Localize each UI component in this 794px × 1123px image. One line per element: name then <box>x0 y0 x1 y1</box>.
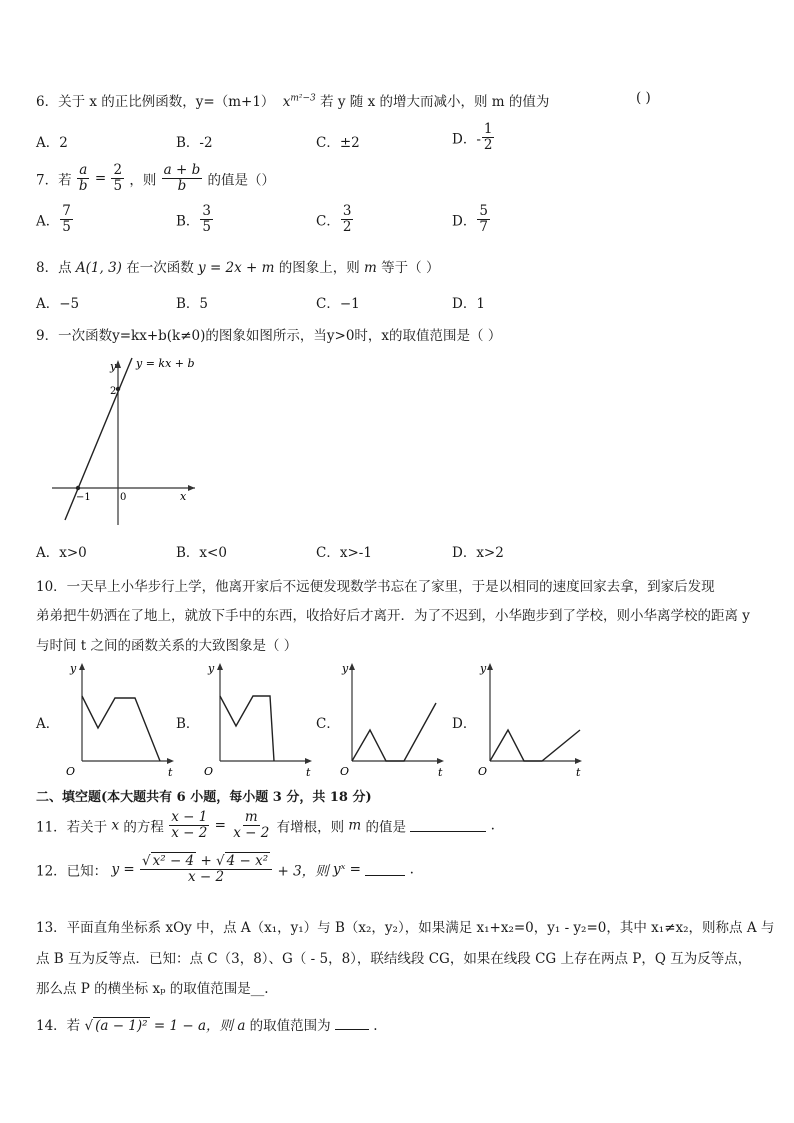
q10-option-b-label: B． <box>176 716 200 732</box>
q10-option-a-label: A． <box>36 716 60 732</box>
q7-option-c: C． $\frac{3}{2}$ <box>316 203 352 235</box>
q10-graph-c <box>336 658 456 778</box>
q10-graph-a <box>60 658 180 778</box>
q13-line2: 点 B 互为反等点．已知：点 C（3，8）、G（ - 5，8），联结线段 CG，如果在线段 CG 上存在两点 P，Q 互为反等点， <box>36 951 752 967</box>
q6-option-a: A．2 <box>36 135 68 151</box>
q10-graph-d-curve <box>490 730 580 761</box>
q10-line3: 与时间 t 之间的函数关系的大致图象是（ ） <box>36 638 298 654</box>
q6-answer-paren: ( ) <box>636 90 651 106</box>
section-heading: 二、填空题(本大题共有 6 小题，每小题 3 分，共 18 分) <box>36 790 372 805</box>
svg-text:t: t <box>168 766 173 778</box>
q10-graph-a-curve <box>82 696 160 761</box>
q9-label-x: x <box>180 490 187 503</box>
svg-text:O: O <box>340 765 350 778</box>
q6-stem: 6．关于 x 的正比例函数，y=（m+1） $x^{m^2-3}$ 若 y 随 x 的增大而减小，则 m 的值为 <box>36 93 550 110</box>
q7-option-b: B． $\frac{3}{5}$ <box>176 203 212 235</box>
q10-graph-b-curve <box>220 696 274 761</box>
q10-line2: 弟弟把牛奶洒在了地上，就放下手中的东西，收拾好后才离开．为了不迟到，小华跑步到了学校，则小华离学校的距离 y <box>36 608 750 624</box>
q12-answer-blank <box>365 863 405 876</box>
q11-stem: 11．若关于 x 的方程 $\frac{x - 1}{x - 2}$ = $\frac{m}{x - 2}$ 有增根，则 m 的值是 . <box>36 809 495 841</box>
q6-power: $x^{m^2-3}$ <box>282 93 316 110</box>
q9-tick-y: 2 <box>110 386 117 397</box>
q8-option-b: B．5 <box>176 296 209 312</box>
q8-stem: 8．点 A(1, 3) 在一次函数 y = 2x + m 的图象上，则 m 等于（ ） <box>36 260 440 276</box>
q14-stem: 14．若 √ (a − 1)² = 1 − a，则 a 的取值范围为 . <box>36 1018 378 1034</box>
q9-y-intercept-dot <box>116 387 120 391</box>
q6-option-b: B．-2 <box>176 135 213 151</box>
q12-stem: 12．已知： y = $\frac{\text{√ x² − 4 + √ 4 − x²}}{x - 2}$ + 3，则 yˣ = . <box>36 853 414 885</box>
q10-graph-b <box>198 658 318 778</box>
q9-stem: 9．一次函数y=kx+b(k≠0)的图象如图所示，当y>0时，x的取值范围是（ ） <box>36 328 502 344</box>
svg-text:O: O <box>478 765 488 778</box>
q9-option-b: B．x<0 <box>176 545 227 561</box>
q8-option-a: A．−5 <box>36 296 80 312</box>
svg-text:O: O <box>204 765 214 778</box>
svg-text:O: O <box>66 765 76 778</box>
q9-label-y: y <box>110 360 117 373</box>
q10-option-d-label: D． <box>452 716 477 732</box>
q14-answer-blank <box>335 1017 369 1030</box>
q6-option-d: D．- $\frac{1}{2}$ <box>452 121 493 153</box>
q10-graph-c-curve <box>352 703 436 761</box>
svg-text:t: t <box>306 766 311 778</box>
q11-answer-blank <box>410 819 486 832</box>
q7-option-a: A． $\frac{7}{5}$ <box>36 203 71 235</box>
q9-x-arrow <box>188 485 195 491</box>
q9-tick-x: −1 <box>76 492 91 503</box>
svg-text:y: y <box>342 662 349 675</box>
q9-x-intercept-dot <box>76 486 80 490</box>
q13-line3: 那么点 P 的横坐标 xₚ 的取值范围是__. <box>36 981 269 997</box>
q10-graph-d <box>474 658 594 778</box>
q8-option-c: C．−1 <box>316 296 360 312</box>
q7-stem: 7．若 $\frac{a}{b}$ = $\frac{2}{5}$ ，则 $\frac{a + b}{b}$ 的值是（） <box>36 162 276 194</box>
svg-text:y: y <box>480 662 487 675</box>
q9-graph <box>40 350 210 530</box>
svg-text:y: y <box>208 662 215 675</box>
svg-text:y: y <box>70 662 77 675</box>
q9-option-a: A．x>0 <box>36 545 87 561</box>
q9-option-c: C．x>-1 <box>316 545 372 561</box>
q8-option-d: D．1 <box>452 296 485 312</box>
q10-option-c-label: C． <box>316 716 340 732</box>
q13-line1: 13．平面直角坐标系 xOy 中，点 A（x₁，y₁）与 B（x₂，y₂），如果满足 x₁+x₂=0，y₁ - y₂=0，其中 x₁≠x₂，则称点 A 与 <box>36 920 775 936</box>
svg-text:t: t <box>438 766 443 778</box>
q7-option-d: D． $\frac{5}{7}$ <box>452 203 488 235</box>
q10-line1: 10．一天早上小华步行上学，他离开家后不远便发现数学书忘在了家里，于是以相同的速度回家去拿，到家后发现 <box>36 579 715 595</box>
q9-origin: 0 <box>120 492 127 503</box>
q6-option-c: C．±2 <box>316 135 360 151</box>
q9-option-d: D．x>2 <box>452 545 504 561</box>
svg-text:t: t <box>576 766 581 778</box>
q9-label-line: y = kx + b <box>136 357 195 370</box>
